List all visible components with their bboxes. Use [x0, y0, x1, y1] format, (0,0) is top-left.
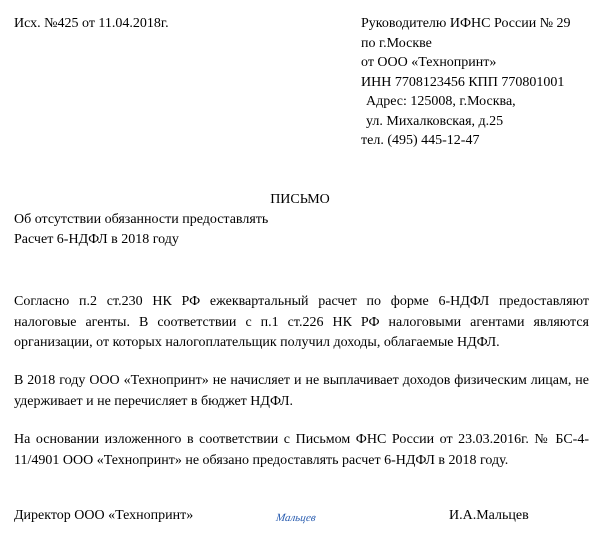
recipient-block: [361, 14, 571, 151]
subject-block: [14, 210, 268, 250]
sender-phone: тел. (495) 445-12-47: [361, 133, 480, 148]
handwritten-signature: Мальцев: [275, 512, 317, 524]
body-paragraph-2: В 2018 году ООО «Технопринт» не начисляет и не выплачивает доходов физическим лицам, не удерживает и не перечисляет в бюджет НДФЛ.: [14, 373, 589, 409]
body-paragraph-1: Согласно п.2 ст.230 НК РФ ежеквартальный расчет по форме 6-НДФЛ предоставляют налоговые агенты. В соответствии с п.1 ст.226 НК РФ налоговыми агентами являются организации, от которых налогоплательщик получил доходы, облагаемые НДФЛ.: [14, 294, 589, 350]
sender-company: от ООО «Технопринт»: [361, 55, 497, 70]
subject-line-2: Расчет 6-НДФЛ в 2018 году: [14, 232, 179, 247]
signatory-name: И.А.Мальцев: [449, 508, 529, 523]
document-title: ПИСЬМО: [270, 192, 330, 207]
subject-line-1: Об отсутствии обязанности предоставлять: [14, 212, 269, 227]
sender-inn-kpp: ИНН 7708123456 КПП 770801001: [361, 74, 565, 90]
recipient-city: по г.Москве: [361, 35, 432, 51]
signatory-title: Директор ООО «Технопринт»: [14, 508, 194, 523]
recipient-addressee: Руководителю ИФНС России № 29: [361, 16, 571, 31]
sender-address-line2: ул. Михалковская, д.25: [366, 113, 504, 129]
sender-address-line1: Адрес: 125008, г.Москва,: [366, 94, 516, 109]
body-paragraph-3: На основании изложенного в соответствии с Письмом ФНС России от 23.03.2016г. № БС-4-11/4901 ООО «Технопринт» не обязано предоставлять расчет 6-НДФЛ в 2018 году.: [14, 432, 589, 468]
outgoing-reference: Исх. №425 от 11.04.2018г.: [14, 16, 169, 31]
